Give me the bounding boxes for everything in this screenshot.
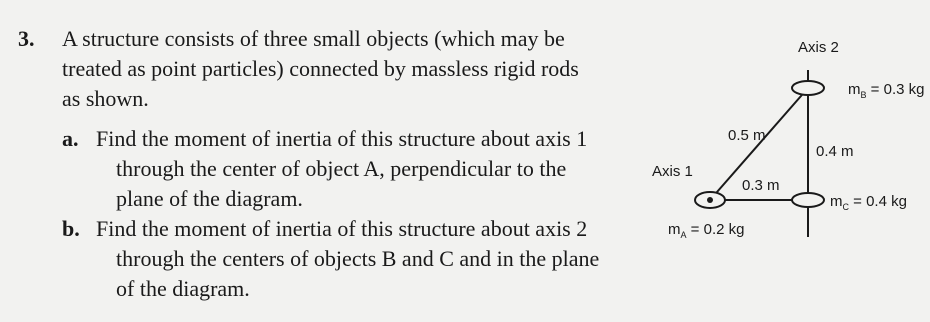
intro-line-2: treated as point particles) connected by massless rigid rods	[62, 56, 579, 81]
intro-line-3: as shown.	[62, 86, 149, 111]
part-a-letter: a.	[62, 126, 79, 151]
rod-ab-length: 0.5 m	[728, 127, 766, 144]
axis-1-point	[707, 197, 713, 203]
axis-2-label: Axis 2	[798, 39, 839, 56]
mass-b-label: $m_B = 0.3$ kg	[848, 81, 925, 100]
rigid-structure-diagram	[630, 0, 930, 317]
axis-1-label: Axis 1	[652, 163, 693, 180]
rod-bc-length: 0.4 m	[816, 143, 854, 160]
part-b-line-3: of the diagram.	[116, 276, 250, 301]
part-a-line-3: plane of the diagram.	[116, 186, 303, 211]
rod-ac-length: 0.3 m	[742, 177, 780, 194]
part-a-line-2: through the center of object A, perpendicular to the	[116, 156, 567, 181]
problem-number: 3.	[18, 26, 35, 51]
part-b-line-2: through the centers of objects B and C and in the plane	[116, 246, 600, 271]
part-b-letter: b.	[62, 216, 80, 241]
intro-line-1: A structure consists of three small objects (which may be	[62, 26, 565, 51]
mass-c-label: $m_C = 0.4$ kg	[830, 193, 907, 212]
mass-c-disk	[792, 193, 824, 207]
part-a-line-1: Find the moment of inertia of this structure about axis 1	[96, 126, 588, 151]
mass-b-disk	[792, 81, 824, 95]
part-b-line-1: Find the moment of inertia of this structure about axis 2	[96, 216, 588, 241]
mass-a-label: $m_A = 0.2$ kg	[668, 221, 745, 240]
